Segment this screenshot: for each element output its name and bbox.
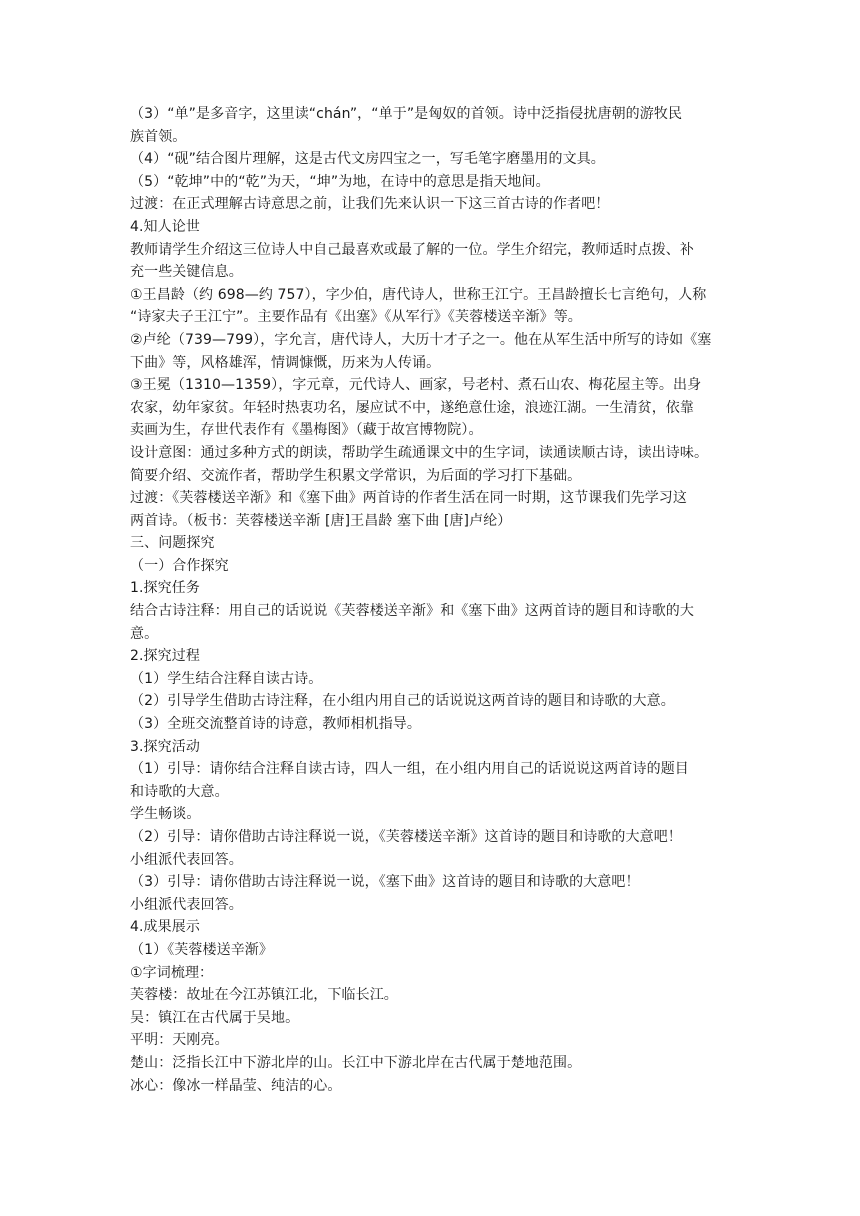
text-line: 楚山：泛指长江中下游北岸的山。长江中下游北岸在古代属于楚地范围。 [130, 1054, 582, 1071]
text-line: 小组派代表回答。 [130, 896, 243, 913]
text-line: 1.探究任务 [130, 580, 200, 597]
text-line: 3.探究活动 [130, 738, 200, 755]
text-line: 设计意图：通过多种方式的朗读，帮助学生疏通课文中的生字词，读通读顺古诗，读出诗味。 [130, 444, 709, 461]
text-line: 4.成果展示 [130, 919, 200, 936]
text-line: 4.知人论世 [130, 218, 200, 235]
text-line: 小组派代表回答。 [130, 851, 243, 868]
text-line: 结合古诗注释：用自己的话说说《芙蓉楼送辛渐》和《塞下曲》这两首诗的题目和诗歌的大 [130, 603, 694, 620]
text-line: 农家，幼年家贫。年轻时热衷功名，屡应试不中，遂绝意仕途，浪迹江湖。一生清贫，依靠 [130, 399, 694, 416]
text-line: （3）引导：请你借助古诗注释说一说，《塞下曲》这首诗的题目和诗歌的大意吧！ [130, 874, 640, 891]
text-line: 过渡：《芙蓉楼送辛渐》和《塞下曲》两首诗的作者生活在同一时期，这节课我们先学习这 [130, 490, 687, 507]
text-line: 两首诗。（板书：芙蓉楼送辛渐 [唐]王昌龄 塞下曲 [唐]卢纶） [130, 512, 512, 529]
text-line: “诗家夫子王江宁”。主要作品有《出塞》《从军行》《芙蓉楼送辛渐》等。 [130, 309, 582, 326]
text-line: 平明：天刚亮。 [130, 1032, 229, 1049]
text-line: 卖画为生，存世代表作有《墨梅图》（藏于故宫博物院）。 [130, 422, 483, 439]
text-line: （1）《芙蓉楼送辛渐》 [130, 941, 274, 958]
text-line: 和诗歌的大意。 [130, 783, 229, 800]
text-line: ①字词梳理： [130, 964, 214, 981]
text-line: ③王冕（1310—1359），字元章，元代诗人、画家，号老村、煮石山农、梅花屋主等。出身 [130, 377, 702, 394]
text-line: ②卢纶（739—799），字允言，唐代诗人，大历十才子之一。他在从军生活中所写的诗如《塞 [130, 331, 712, 348]
text-line: （2）引导学生借助古诗注释，在小组内用自己的话说说这两首诗的题目和诗歌的大意。 [130, 693, 675, 710]
text-line: 简要介绍、交流作者，帮助学生积累文学常识，为后面的学习打下基础。 [130, 467, 582, 484]
text-line: 吴：镇江在古代属于吴地。 [130, 1009, 300, 1026]
text-line: 族首领。 [130, 128, 187, 145]
text-line: （3）全班交流整首诗的诗意，教师相机指导。 [130, 716, 422, 733]
text-line: 学生畅谈。 [130, 806, 201, 823]
text-line: （一）合作探究 [130, 557, 229, 574]
text-line: 意。 [130, 625, 159, 642]
text-line: （3）“单”是多音字，这里读“chán”，“单于”是匈奴的首领。诗中泛指侵扰唐朝的游牧民 [130, 106, 683, 122]
text-line: 冰心：像冰一样晶莹、纯洁的心。 [130, 1077, 342, 1094]
text-line: 2.探究过程 [130, 648, 200, 665]
text-line: 充一些关键信息。 [130, 264, 243, 281]
text-line: （1）学生结合注释自读古诗。 [130, 670, 323, 687]
text-line: ①王昌龄（约 698—约 757），字少伯，唐代诗人，世称王江宁。王昌龄擅长七言绝句，人称 [130, 286, 707, 303]
text-line: （5）“乾坤”中的“乾”为天，“坤”为地，在诗中的意思是指天地间。 [130, 173, 550, 190]
text-line: （4）“砚”结合图片理解，这是古代文房四宝之一，写毛笔字磨墨用的文具。 [130, 151, 605, 168]
document-body [130, 103, 740, 1097]
text-line: 三、问题探究 [130, 535, 215, 552]
text-line: （2）引导：请你借助古诗注释说一说，《芙蓉楼送辛渐》这首诗的题目和诗歌的大意吧！ [130, 829, 682, 845]
text-line: 过渡：在正式理解古诗意思之前，让我们先来认识一下这三首古诗的作者吧！ [130, 196, 610, 213]
text-line: 芙蓉楼：故址在今江苏镇江北，下临长江。 [130, 987, 398, 1004]
text-line: 下曲》等，风格雄浑，情调慷慨，历来为人传诵。 [130, 354, 441, 371]
text-line: 教师请学生介绍这三位诗人中自己最喜欢或最了解的一位。学生介绍完，教师适时点拨、补 [130, 241, 694, 258]
text-line: （1）引导：请你结合注释自读古诗，四人一组，在小组内用自己的话说说这两首诗的题目 [130, 761, 689, 778]
